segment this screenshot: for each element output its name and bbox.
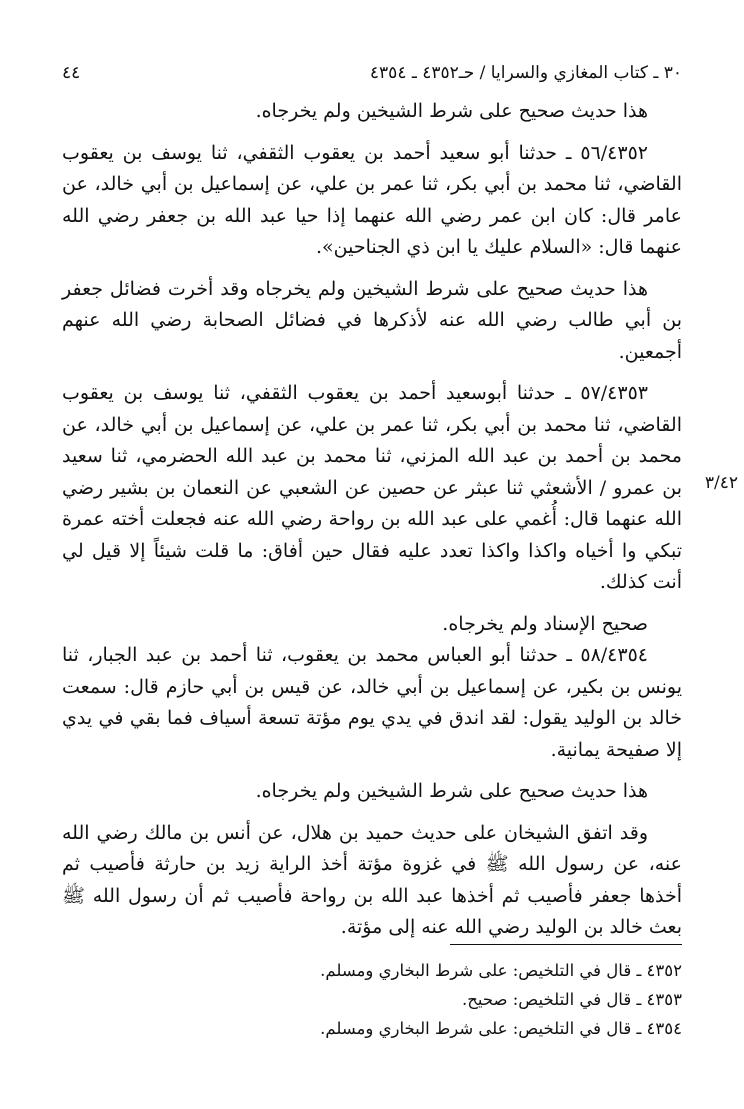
running-head: ٣٠ ـ كتاب المغازي والسرايا / حـ٤٣٥٢ ـ ٤٣٥٤ [369,63,682,83]
paragraph: هذا حديث صحيح على شرط الشيخين ولم يخرجاه. [255,780,648,802]
footnote: ٤٣٥٣ ـ قال في التلخيص: صحيح. [461,990,682,1009]
margin-reference: ٣/٤٢ [704,473,738,493]
paragraph: وقد اتفق الشيخان على حديث حميد بن هلال، عن أنس بن مالك رضي الله عنه، عن رسول الله ﷺ في غزوة مؤتة أخذ الراية زيد بن حارثة فأصيب ثم أخذها جعفر فأصيب ثم أخذها عبد الله بن رواحة فأصيب ثم أن رسول الله ﷺ بعث خالد بن الوليد رضي الله عنه إلى مؤتة. [62,821,682,938]
page-number: ٤٤ [62,63,81,83]
paragraph: هذا حديث صحيح على شرط الشيخين ولم يخرجاه وقد أخرت فضائل جعفر بن أبي طالب رضي الله عنه لأذكرها في فضائل الصحابة رضي الله عنهم أجمعين. [62,277,682,363]
hadith-4354: ٥٨/٤٣٥٤ ـ حدثنا أبو العباس محمد بن يعقوب، ثنا أحمد بن عبد الجبار، ثنا يونس بن بكير، عن إسماعيل بن أبي خالد، عن قيس بن أبي حازم قال: سمعت خالد بن الوليد يقول: لقد اندق في يدي يوم مؤتة تسعة أسياف فما بقي في يدي إلا صفيحة يمانية. [62,644,682,761]
hadith-4352: ٥٦/٤٣٥٢ ـ حدثنا أبو سعيد أحمد بن يعقوب الثقفي، ثنا يوسف بن يعقوب القاضي، ثنا محمد بن أبي بكر، ثنا عمر بن علي، عن إسماعيل بن أبي خالد، عن عامر قال: كان ابن عمر رضي الله عنهما إذا حيا عبد الله بن جعفر رضي الله عنهما قال: «السلام عليك يا ابن ذي الجناحين». [62,141,682,258]
page-header [62,58,682,88]
hadith-4353: ٥٧/٤٣٥٣ ـ حدثنا أبوسعيد أحمد بن يعقوب الثقفي، ثنا يوسف بن يعقوب القاضي، ثنا محمد بن أبي بكر، ثنا عمر بن علي، عن إسماعيل بن أبي خالد، عن محمد بن أحمد بن عبد الله المزني، ثنا محمد بن عبد الله الحضرمي، ثنا سعيد بن عمرو / الأشعثي ثنا عبثر عن حصين عن الشعبي عن النعمان بن بشير رضي الله عنهما قال: أُغمي على عبد الله بن رواحة رضي الله عنه فجعلت أخته عمرة تبكي وا أخياه واكذا واكذا تعدد عليه فقال حين أفاق: ما قلت شيئاً إلا قيل لي أنت كذلك. [62,382,682,593]
footnotes [62,956,682,1043]
paragraph: صحيح الإسناد ولم يخرجاه. [442,612,648,635]
paragraph: هذا حديث صحيح على شرط الشيخين ولم يخرجاه. [255,100,648,122]
main-text [62,96,682,944]
footnote-divider [450,944,682,945]
footnote: ٤٣٥٤ ـ قال في التلخيص: على شرط البخاري ومسلم. [320,1019,682,1038]
footnote: ٤٣٥٢ ـ قال في التلخيص: على شرط البخاري ومسلم. [320,961,682,980]
